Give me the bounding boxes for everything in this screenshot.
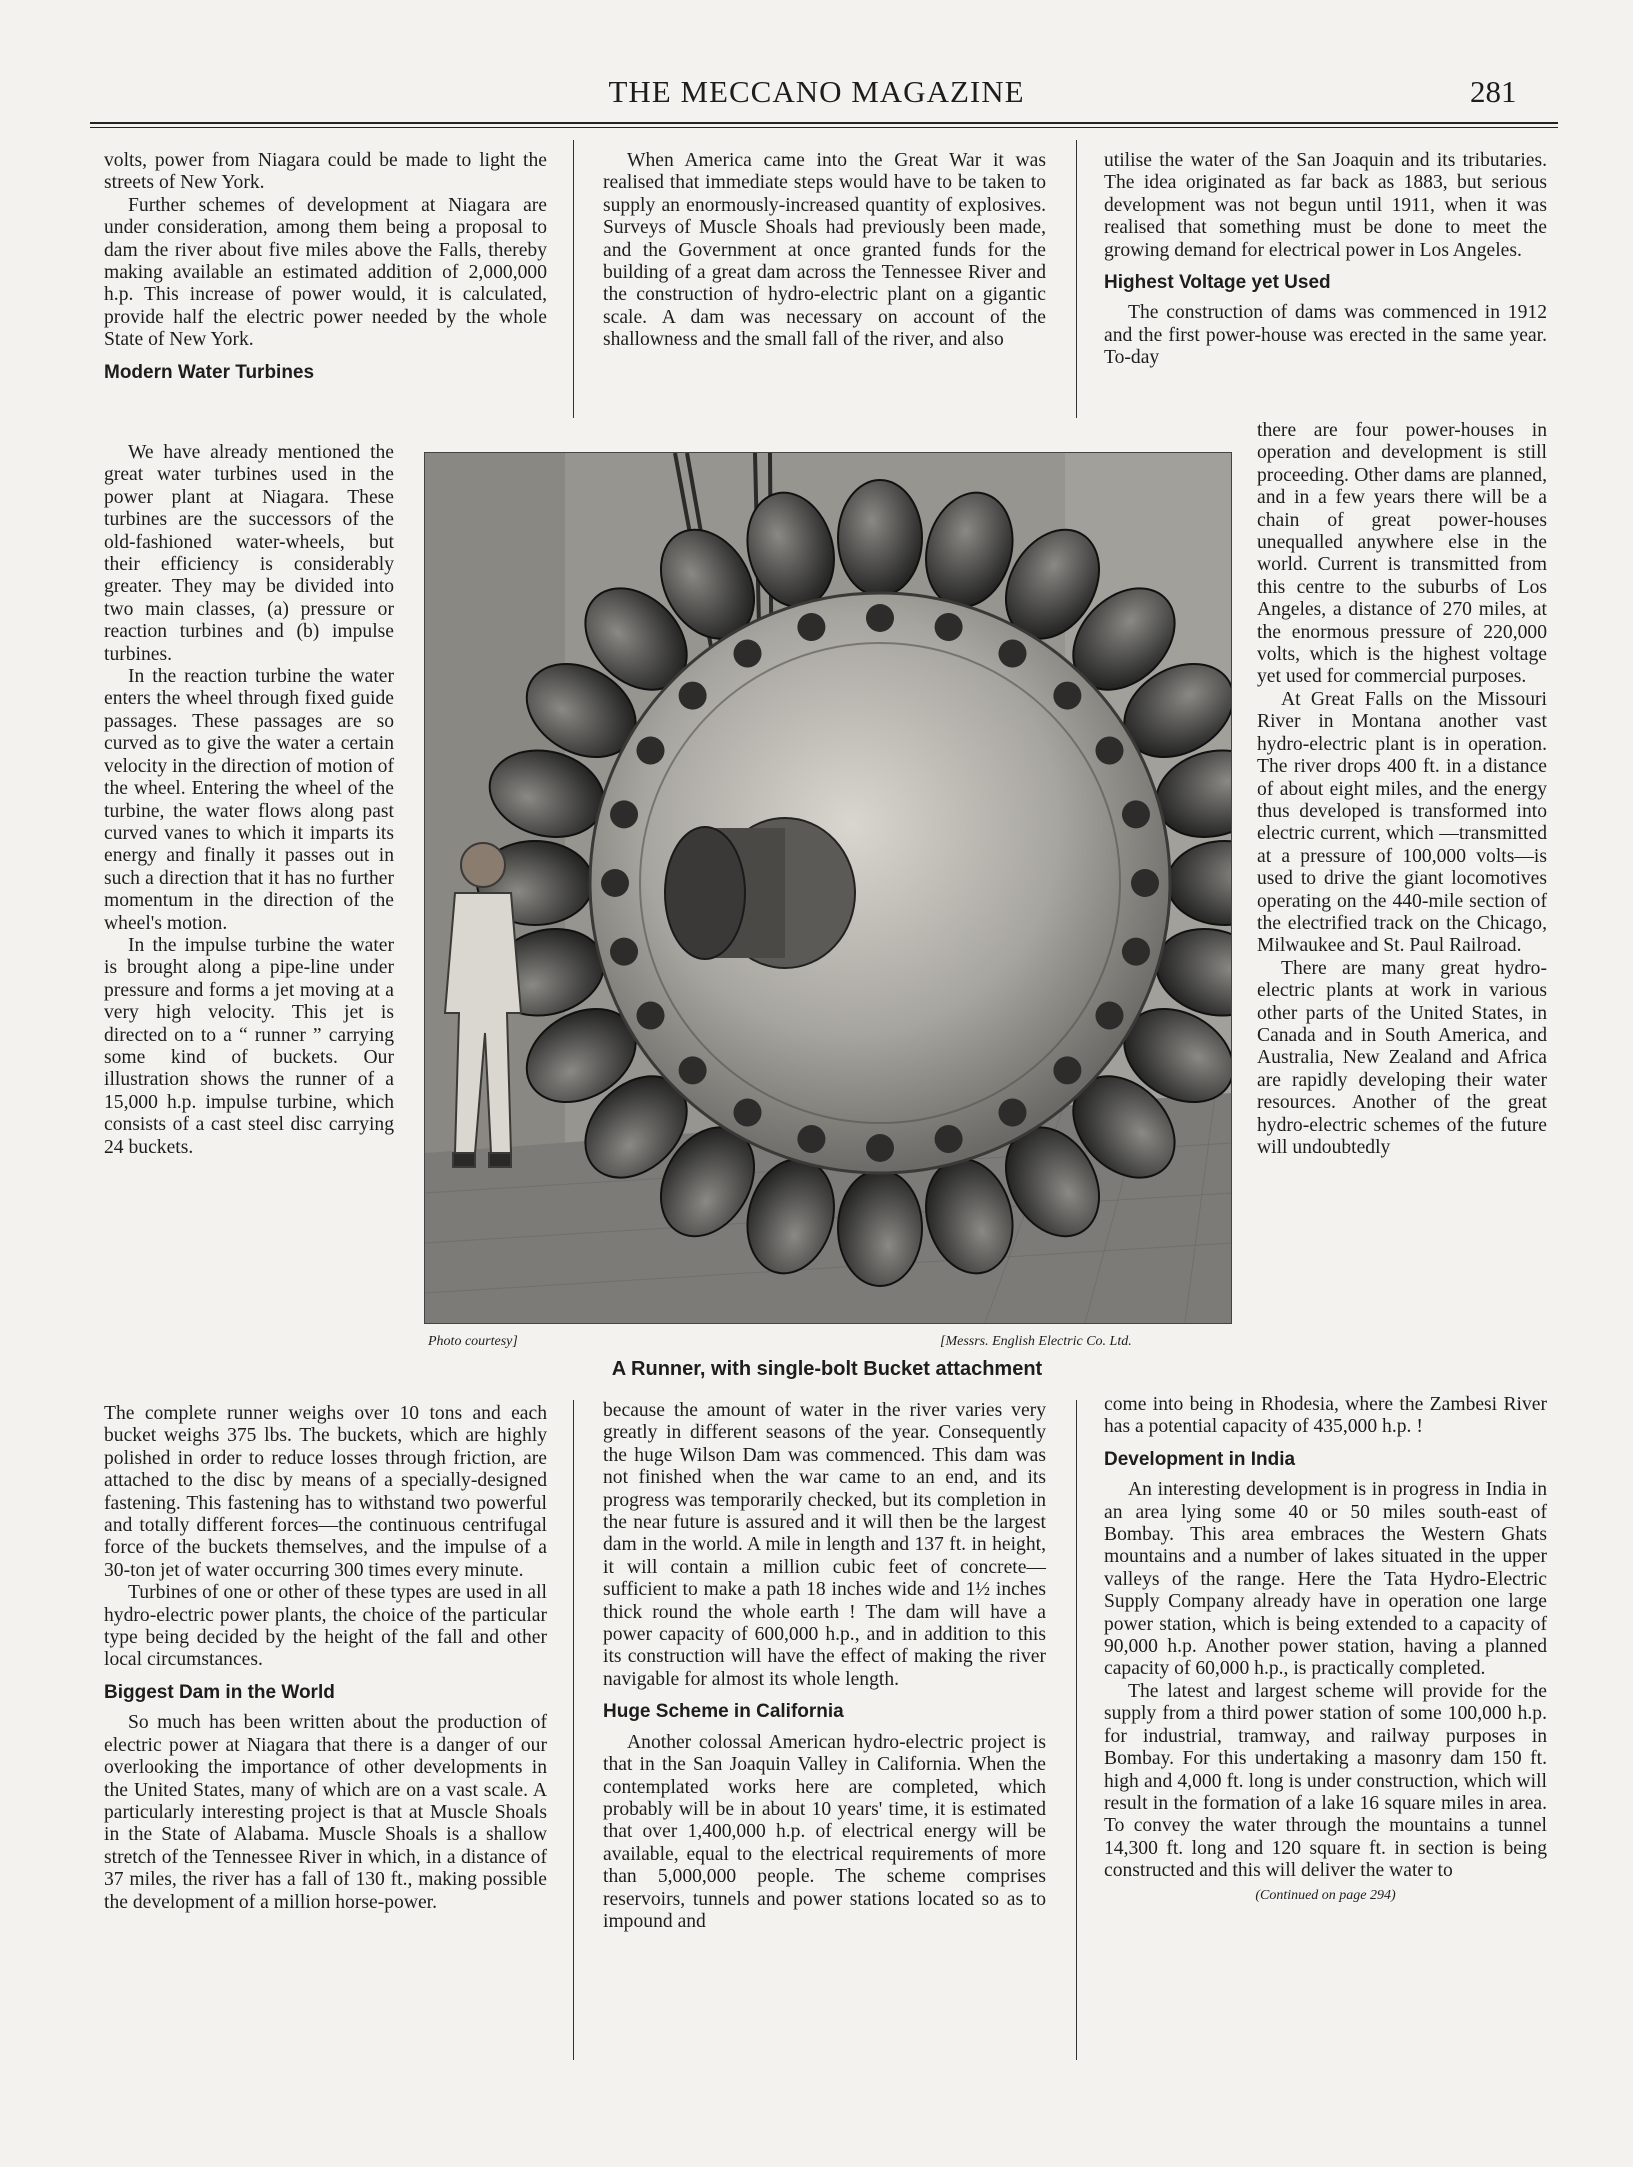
column-3-upper xyxy=(1104,150,1547,370)
section-heading: Modern Water Turbines xyxy=(104,361,315,383)
column-2-upper xyxy=(603,150,1046,352)
turbine-runner-photo xyxy=(424,452,1232,1324)
column-1-lower xyxy=(104,1403,547,1914)
header-rule xyxy=(90,122,1558,124)
section-heading: Huge Scheme in California xyxy=(603,1701,844,1723)
figure-caption: A Runner, with single-bolt Bucket attachment xyxy=(611,1358,1043,1380)
paragraph: Another colossal American hydro-electric project is that in the San Joaquin Valley in California. When the contemplated works here are completed, which probably will be in about 10 years' time, it is estimated that over 1,400,000 h.p. of electrical energy will be available, equal to the electrical requirements of more than 5,000,000 people. The scheme comprises reservoirs, tunnels and power stations located so as to impound and xyxy=(603,1731,1046,1932)
column-divider-2-top xyxy=(1076,140,1077,418)
paragraph: come into being in Rhodesia, where the Zambesi River has a potential capacity of 435,000 h.p. ! xyxy=(1104,1394,1547,1438)
paragraph: because the amount of water in the river varies very greatly in different seasons of the year. Consequently the huge Wilson Dam was commenced. This dam was not finished when the war came to an end, and its progress was temporarily checked, but its completion in the near future is assured and it will then be the largest dam in the world. A mile in length and 137 ft. in height, it will contain a million cubic feet of concrete—sufficient to make a path 18 inches wide and 1½ inches thick round the whole earth ! The dam will have a power capacity of 600,000 h.p., and in addition to this its construction will have the effect of making the river navigable for almost its whole length. xyxy=(603,1400,1046,1690)
paragraph: In the impulse turbine the water is brought along a pipe-line under pressure and forms a jet moving at a very high velocity. This jet is directed on to a “ runner ” carrying some kind of buckets. Our illustration shows the runner of a 15,000 h.p. impulse turbine, which consists of a cast steel disc carrying 24 buckets. xyxy=(104,934,394,1158)
paragraph: So much has been written about the production of electric power at Niagara that there is a danger of our overlooking the importance of other developments in the United States, many of which are on a vast scale. A particularly interesting project is that at Muscle Shoals in the State of Alabama. Muscle Shoals is a shallow stretch of the Tennessee River in which, in a distance of 37 miles, the river has a fall of 130 ft., making possible the development of a million horse-power. xyxy=(104,1712,547,1913)
paragraph: volts, power from Niagara could be made to light the streets of New York. xyxy=(104,150,547,194)
column-divider-2-bottom xyxy=(1076,1400,1077,2060)
column-3-lower xyxy=(1104,1394,1547,1907)
continued-note: (Continued on page 294) xyxy=(1255,1887,1396,1903)
paragraph: there are four power-houses in operation and development is still proceeding. Other dams are planned, and in a few years there will be a chain of great power-houses unequalled anywhere else in the world. Current is transmitted from this centre to the suburbs of Los Angeles, a distance of 270 miles, at the enormous pressure of 220,000 volts, which is the highest voltage yet used for commercial purposes. xyxy=(1257,420,1547,688)
section-heading: Highest Voltage yet Used xyxy=(1104,272,1331,294)
paragraph: The construction of dams was commenced in 1912 and the first power-house was erected in the same year. To-day xyxy=(1104,302,1547,369)
runner-illustration xyxy=(425,453,1231,1323)
photo-credit-right: [Messrs. English Electric Co. Ltd. xyxy=(940,1334,1132,1349)
paragraph: Turbines of one or other of these types are used in all hydro-electric power plants, the choice of the particular type being decided by the height of the fall and other local circumstances. xyxy=(104,1582,547,1671)
paragraph: Further schemes of development at Niagara are under consideration, among them being a proposal to dam the river about five miles above the Falls, thereby making available an estimated addition of 2,000,000 h.p. This increase of power would, it is calculated, provide half the electric power needed by the whole State of New York. xyxy=(104,194,547,351)
paragraph: utilise the water of the San Joaquin and its tributaries. The idea originated as far back as 1883, but serious development was not begun until 1911, when it was realised that something must be done to meet the growing demand for electrical power in Los Angeles. xyxy=(1104,150,1547,261)
paragraph: An interesting development is in progress in India in an area lying some 40 or 50 miles south-east of Bombay. This area embraces the Western Ghats mountains and a number of lakes situated in the upper valleys of the range. Here the Tata Hydro-Electric Supply Company already have in operation one large power station, which is being extended to a capacity of 90,000 h.p. Another power station, having a planned capacity of 60,000 h.p., is practically completed. xyxy=(1104,1479,1547,1680)
column-divider-1-bottom xyxy=(573,1400,574,2060)
section-heading: Development in India xyxy=(1104,1448,1296,1470)
magazine-title: THE MECCANO MAGAZINE xyxy=(608,74,1025,109)
page-number: 281 xyxy=(1470,74,1517,109)
photo-credit-left: Photo courtesy] xyxy=(428,1334,518,1349)
paragraph: We have already mentioned the great water turbines used in the power plant at Niagara. These turbines are the successors of the old-fashioned water-wheels, but their efficiency is considerably greater. They may be divided into two main classes, (a) pressure or reaction turbines and (b) impulse turbines. xyxy=(104,442,394,665)
section-heading: Biggest Dam in the World xyxy=(104,1681,335,1703)
paragraph: In the reaction turbine the water enters the wheel through fixed guide passages. These passages are so curved as to give the water a certain velocity in the direction of motion of the wheel. Entering the wheel of the turbine, the water flows along past curved vanes to which it imparts its energy and finally it passes out in such a direction that it has no further momentum in the direction of the wheel's motion. xyxy=(104,666,394,934)
paragraph: There are many great hydro-electric plants at work in various other parts of the United States, in Canada and in South America, and Australia, New Zealand and Africa are rapidly developing their water resources. Another of the great hydro-electric schemes of the future will undoubtedly xyxy=(1257,957,1547,1158)
paragraph: The latest and largest scheme will provide for the supply from a third power station of some 100,000 h.p. for industrial, tramway, and railway purposes in Bombay. For this undertaking a masonry dam 150 ft. high and 4,000 ft. long is under construction, which will result in the formation of a lake 16 square miles in area. To convey the water through the mountains a tunnel 14,300 ft. long and 120 square ft. in section is being constructed and this will deliver the water to xyxy=(1104,1680,1547,1882)
paragraph: When America came into the Great War it was realised that immediate steps would have to be taken to supply an enormously-increased quantity of explosives. Surveys of Muscle Shoals had previously been made, and the Government at once granted funds for the building of a great dam across the Tennessee River and the construction of hydro-electric plant on a gigantic scale. A dam was necessary on account of the shallowness and the small fall of the river, and also xyxy=(603,150,1046,351)
column-2-lower xyxy=(603,1400,1046,1933)
header-rule-thin xyxy=(90,127,1558,128)
paragraph: At Great Falls on the Missouri River in Montana another vast hydro-electric plant is in operation. The river drops 400 ft. in a distance of about eight miles, and the energy thus developed is transformed into electric current, which —transmitted at a pressure of 100,000 volts—is used to drive the giant locomotives operating on the 440-mile section of the electrified track on the Chicago, Milwaukee and St. Paul Railroad. xyxy=(1257,688,1547,957)
paragraph: The complete runner weighs over 10 tons and each bucket weighs 375 lbs. The buckets, which are highly polished in order to reduce losses through friction, are attached to the disc by means of a specially-designed fastening. This fastening has to withstand two powerful and totally different forces—the continuous centrifugal force of the buckets themselves, and the impulse of a 30-ton jet of water occurring 300 times every minute. xyxy=(104,1403,547,1581)
column-3-narrow xyxy=(1257,420,1547,1159)
column-divider-1-top xyxy=(573,140,574,418)
column-1-narrow xyxy=(104,442,394,1159)
column-1-upper xyxy=(104,150,547,392)
